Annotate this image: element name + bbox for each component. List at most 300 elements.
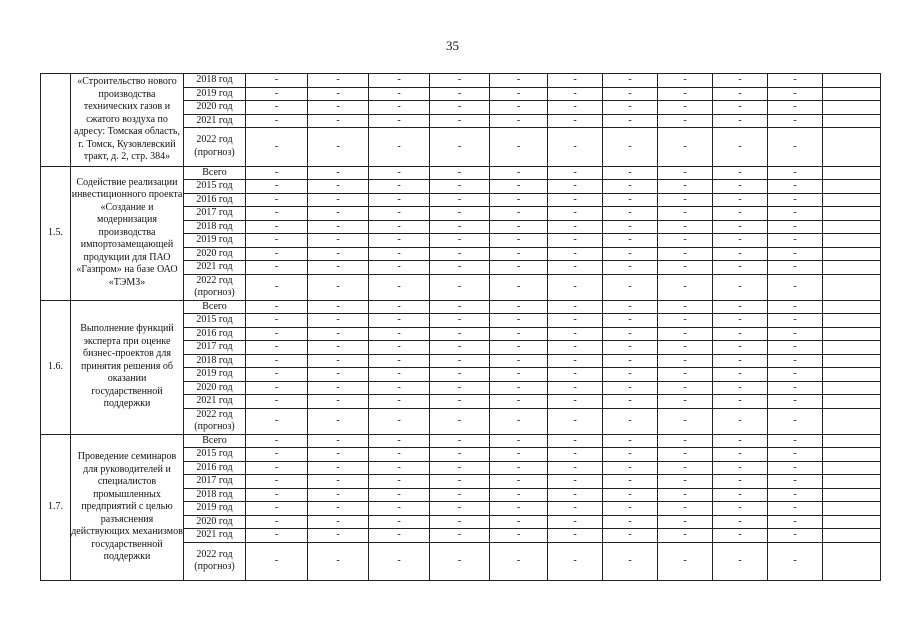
value-cell: - (603, 515, 658, 529)
value-cell: - (490, 354, 548, 368)
value-cell: - (603, 529, 658, 543)
value-cell: - (658, 193, 713, 207)
value-cell: - (768, 101, 823, 115)
value-cell: - (658, 434, 713, 448)
value-cell: - (548, 475, 603, 489)
value-cell: - (246, 475, 308, 489)
value-cell: - (308, 408, 369, 434)
empty-cell (823, 341, 881, 355)
value-cell: - (548, 180, 603, 194)
value-cell: - (430, 542, 490, 581)
empty-cell (823, 220, 881, 234)
value-cell: - (369, 220, 430, 234)
value-cell: - (308, 502, 369, 516)
value-cell: - (369, 207, 430, 221)
empty-cell (823, 461, 881, 475)
value-cell: - (603, 408, 658, 434)
value-cell: - (430, 234, 490, 248)
value-cell: - (246, 381, 308, 395)
value-cell: - (308, 368, 369, 382)
value-cell: - (713, 101, 768, 115)
value-cell: - (430, 341, 490, 355)
value-cell: - (369, 261, 430, 275)
value-cell: - (548, 448, 603, 462)
year-cell: 2019 год (184, 87, 246, 101)
item-number (41, 74, 71, 167)
year-cell: 2022 год (прогноз) (184, 542, 246, 581)
value-cell: - (246, 314, 308, 328)
value-cell: - (768, 114, 823, 128)
value-cell: - (658, 180, 713, 194)
value-cell: - (603, 261, 658, 275)
value-cell: - (490, 434, 548, 448)
value-cell: - (713, 87, 768, 101)
value-cell: - (490, 461, 548, 475)
value-cell: - (246, 234, 308, 248)
value-cell: - (369, 314, 430, 328)
value-cell: - (768, 515, 823, 529)
value-cell: - (768, 368, 823, 382)
year-cell: 2018 год (184, 74, 246, 88)
value-cell: - (430, 74, 490, 88)
empty-cell (823, 300, 881, 314)
value-cell: - (430, 381, 490, 395)
program-table (40, 73, 881, 581)
year-cell: 2020 год (184, 247, 246, 261)
value-cell: - (713, 461, 768, 475)
value-cell: - (430, 448, 490, 462)
value-cell: - (603, 461, 658, 475)
value-cell: - (658, 220, 713, 234)
value-cell: - (658, 461, 713, 475)
item-description: Выполнение функций эксперта при оценке бизнес-проектов для принятия решения об оказании государственной поддержки (71, 300, 184, 434)
value-cell: - (369, 395, 430, 409)
value-cell: - (430, 261, 490, 275)
year-cell: 2016 год (184, 193, 246, 207)
empty-cell (823, 515, 881, 529)
value-cell: - (369, 529, 430, 543)
value-cell: - (369, 300, 430, 314)
value-cell: - (658, 101, 713, 115)
value-cell: - (768, 381, 823, 395)
value-cell: - (308, 327, 369, 341)
value-cell: - (548, 274, 603, 300)
table-row (41, 74, 881, 88)
value-cell: - (603, 128, 658, 167)
year-cell: 2017 год (184, 475, 246, 489)
value-cell: - (308, 354, 369, 368)
value-cell: - (603, 327, 658, 341)
value-cell: - (490, 261, 548, 275)
value-cell: - (490, 166, 548, 180)
value-cell: - (308, 529, 369, 543)
value-cell: - (246, 461, 308, 475)
value-cell: - (658, 395, 713, 409)
table-row (41, 434, 881, 448)
value-cell: - (308, 261, 369, 275)
empty-cell (823, 475, 881, 489)
value-cell: - (658, 475, 713, 489)
value-cell: - (246, 341, 308, 355)
empty-cell (823, 128, 881, 167)
value-cell: - (246, 193, 308, 207)
empty-cell (823, 247, 881, 261)
value-cell: - (713, 166, 768, 180)
empty-cell (823, 234, 881, 248)
value-cell: - (246, 488, 308, 502)
empty-cell (823, 274, 881, 300)
value-cell: - (246, 74, 308, 88)
value-cell: - (548, 114, 603, 128)
value-cell: - (490, 368, 548, 382)
value-cell: - (490, 515, 548, 529)
value-cell: - (246, 180, 308, 194)
value-cell: - (548, 220, 603, 234)
value-cell: - (430, 327, 490, 341)
value-cell: - (658, 488, 713, 502)
value-cell: - (490, 234, 548, 248)
year-cell: 2019 год (184, 234, 246, 248)
value-cell: - (369, 542, 430, 581)
value-cell: - (548, 368, 603, 382)
year-cell: 2015 год (184, 314, 246, 328)
value-cell: - (246, 114, 308, 128)
item-number: 1.6. (41, 300, 71, 434)
value-cell: - (430, 87, 490, 101)
value-cell: - (308, 74, 369, 88)
value-cell: - (430, 207, 490, 221)
value-cell: - (548, 542, 603, 581)
value-cell: - (768, 475, 823, 489)
value-cell: - (768, 434, 823, 448)
item-number: 1.5. (41, 166, 71, 300)
empty-cell (823, 101, 881, 115)
value-cell: - (548, 207, 603, 221)
value-cell: - (490, 300, 548, 314)
value-cell: - (369, 193, 430, 207)
value-cell: - (308, 207, 369, 221)
value-cell: - (490, 448, 548, 462)
value-cell: - (430, 434, 490, 448)
empty-cell (823, 408, 881, 434)
year-cell: 2020 год (184, 515, 246, 529)
value-cell: - (768, 74, 823, 88)
value-cell: - (603, 74, 658, 88)
year-cell: 2022 год (прогноз) (184, 128, 246, 167)
value-cell: - (603, 448, 658, 462)
year-cell: 2019 год (184, 502, 246, 516)
value-cell: - (369, 327, 430, 341)
year-cell: 2018 год (184, 220, 246, 234)
value-cell: - (430, 274, 490, 300)
value-cell: - (246, 207, 308, 221)
value-cell: - (308, 488, 369, 502)
value-cell: - (490, 128, 548, 167)
value-cell: - (713, 300, 768, 314)
value-cell: - (713, 368, 768, 382)
value-cell: - (548, 434, 603, 448)
value-cell: - (369, 434, 430, 448)
value-cell: - (308, 128, 369, 167)
value-cell: - (548, 502, 603, 516)
value-cell: - (603, 354, 658, 368)
year-cell: 2021 год (184, 529, 246, 543)
value-cell: - (369, 74, 430, 88)
empty-cell (823, 327, 881, 341)
value-cell: - (548, 381, 603, 395)
value-cell: - (490, 207, 548, 221)
value-cell: - (308, 461, 369, 475)
value-cell: - (713, 488, 768, 502)
value-cell: - (308, 166, 369, 180)
item-number: 1.7. (41, 434, 71, 581)
empty-cell (823, 193, 881, 207)
year-cell: 2017 год (184, 341, 246, 355)
value-cell: - (246, 395, 308, 409)
value-cell: - (768, 87, 823, 101)
value-cell: - (768, 166, 823, 180)
value-cell: - (369, 180, 430, 194)
value-cell: - (658, 114, 713, 128)
value-cell: - (308, 434, 369, 448)
value-cell: - (713, 327, 768, 341)
empty-cell (823, 395, 881, 409)
empty-cell (823, 114, 881, 128)
value-cell: - (713, 542, 768, 581)
value-cell: - (490, 381, 548, 395)
value-cell: - (658, 542, 713, 581)
value-cell: - (713, 475, 768, 489)
item-description: Содействие реализации инвестиционного проекта «Создание и модернизация производства импортозамещающей продукции для ПАО «Газпром» на базе ОАО «ТЭМЗ» (71, 166, 184, 300)
value-cell: - (308, 180, 369, 194)
value-cell: - (603, 234, 658, 248)
value-cell: - (308, 475, 369, 489)
value-cell: - (658, 247, 713, 261)
value-cell: - (713, 114, 768, 128)
value-cell: - (430, 408, 490, 434)
value-cell: - (548, 341, 603, 355)
value-cell: - (713, 207, 768, 221)
value-cell: - (430, 114, 490, 128)
value-cell: - (768, 180, 823, 194)
value-cell: - (603, 166, 658, 180)
value-cell: - (369, 502, 430, 516)
value-cell: - (246, 261, 308, 275)
year-cell: Всего (184, 166, 246, 180)
value-cell: - (430, 488, 490, 502)
table-row (41, 166, 881, 180)
value-cell: - (369, 87, 430, 101)
value-cell: - (713, 354, 768, 368)
value-cell: - (308, 341, 369, 355)
empty-cell (823, 381, 881, 395)
value-cell: - (768, 395, 823, 409)
value-cell: - (308, 395, 369, 409)
value-cell: - (369, 341, 430, 355)
value-cell: - (658, 368, 713, 382)
value-cell: - (768, 461, 823, 475)
value-cell: - (713, 502, 768, 516)
value-cell: - (548, 101, 603, 115)
value-cell: - (548, 234, 603, 248)
value-cell: - (490, 502, 548, 516)
value-cell: - (430, 529, 490, 543)
value-cell: - (430, 461, 490, 475)
value-cell: - (603, 220, 658, 234)
value-cell: - (308, 220, 369, 234)
value-cell: - (658, 128, 713, 167)
value-cell: - (490, 193, 548, 207)
value-cell: - (246, 408, 308, 434)
value-cell: - (713, 180, 768, 194)
value-cell: - (246, 448, 308, 462)
empty-cell (823, 368, 881, 382)
value-cell: - (490, 274, 548, 300)
value-cell: - (490, 247, 548, 261)
value-cell: - (308, 300, 369, 314)
value-cell: - (490, 327, 548, 341)
value-cell: - (430, 502, 490, 516)
value-cell: - (548, 261, 603, 275)
value-cell: - (658, 448, 713, 462)
value-cell: - (768, 207, 823, 221)
value-cell: - (658, 261, 713, 275)
value-cell: - (658, 327, 713, 341)
value-cell: - (658, 74, 713, 88)
value-cell: - (369, 515, 430, 529)
table-row (41, 300, 881, 314)
value-cell: - (490, 87, 548, 101)
value-cell: - (430, 247, 490, 261)
value-cell: - (246, 128, 308, 167)
year-cell: Всего (184, 434, 246, 448)
value-cell: - (430, 166, 490, 180)
value-cell: - (246, 300, 308, 314)
value-cell: - (713, 341, 768, 355)
value-cell: - (430, 515, 490, 529)
value-cell: - (548, 529, 603, 543)
value-cell: - (548, 247, 603, 261)
year-cell: 2016 год (184, 327, 246, 341)
value-cell: - (603, 381, 658, 395)
value-cell: - (768, 274, 823, 300)
value-cell: - (430, 395, 490, 409)
value-cell: - (658, 354, 713, 368)
value-cell: - (246, 502, 308, 516)
value-cell: - (658, 515, 713, 529)
value-cell: - (369, 461, 430, 475)
value-cell: - (658, 274, 713, 300)
empty-cell (823, 87, 881, 101)
empty-cell (823, 314, 881, 328)
value-cell: - (548, 128, 603, 167)
value-cell: - (246, 274, 308, 300)
empty-cell (823, 434, 881, 448)
value-cell: - (308, 314, 369, 328)
empty-cell (823, 180, 881, 194)
value-cell: - (603, 247, 658, 261)
empty-cell (823, 502, 881, 516)
year-cell: 2021 год (184, 395, 246, 409)
value-cell: - (768, 261, 823, 275)
value-cell: - (548, 314, 603, 328)
value-cell: - (430, 128, 490, 167)
value-cell: - (246, 434, 308, 448)
value-cell: - (603, 207, 658, 221)
value-cell: - (548, 408, 603, 434)
empty-cell (823, 166, 881, 180)
value-cell: - (658, 314, 713, 328)
value-cell: - (713, 220, 768, 234)
value-cell: - (369, 247, 430, 261)
value-cell: - (713, 381, 768, 395)
value-cell: - (768, 300, 823, 314)
value-cell: - (490, 475, 548, 489)
value-cell: - (308, 247, 369, 261)
year-cell: 2018 год (184, 488, 246, 502)
value-cell: - (713, 234, 768, 248)
value-cell: - (490, 542, 548, 581)
value-cell: - (548, 87, 603, 101)
value-cell: - (490, 314, 548, 328)
value-cell: - (490, 341, 548, 355)
value-cell: - (430, 354, 490, 368)
value-cell: - (713, 434, 768, 448)
value-cell: - (548, 461, 603, 475)
value-cell: - (768, 502, 823, 516)
value-cell: - (369, 166, 430, 180)
value-cell: - (490, 101, 548, 115)
value-cell: - (713, 448, 768, 462)
value-cell: - (603, 434, 658, 448)
value-cell: - (430, 300, 490, 314)
value-cell: - (768, 408, 823, 434)
empty-cell (823, 448, 881, 462)
year-cell: 2022 год (прогноз) (184, 408, 246, 434)
empty-cell (823, 74, 881, 88)
value-cell: - (603, 180, 658, 194)
year-cell: 2015 год (184, 180, 246, 194)
value-cell: - (548, 74, 603, 88)
value-cell: - (603, 395, 658, 409)
value-cell: - (768, 529, 823, 543)
value-cell: - (658, 529, 713, 543)
value-cell: - (548, 488, 603, 502)
value-cell: - (246, 354, 308, 368)
value-cell: - (246, 327, 308, 341)
value-cell: - (658, 300, 713, 314)
value-cell: - (713, 74, 768, 88)
value-cell: - (658, 502, 713, 516)
value-cell: - (603, 502, 658, 516)
value-cell: - (430, 475, 490, 489)
value-cell: - (603, 300, 658, 314)
value-cell: - (308, 515, 369, 529)
empty-cell (823, 354, 881, 368)
value-cell: - (369, 381, 430, 395)
value-cell: - (603, 87, 658, 101)
value-cell: - (369, 101, 430, 115)
value-cell: - (430, 220, 490, 234)
value-cell: - (768, 327, 823, 341)
value-cell: - (603, 488, 658, 502)
value-cell: - (548, 395, 603, 409)
value-cell: - (768, 341, 823, 355)
value-cell: - (430, 368, 490, 382)
value-cell: - (768, 220, 823, 234)
value-cell: - (768, 193, 823, 207)
value-cell: - (308, 448, 369, 462)
